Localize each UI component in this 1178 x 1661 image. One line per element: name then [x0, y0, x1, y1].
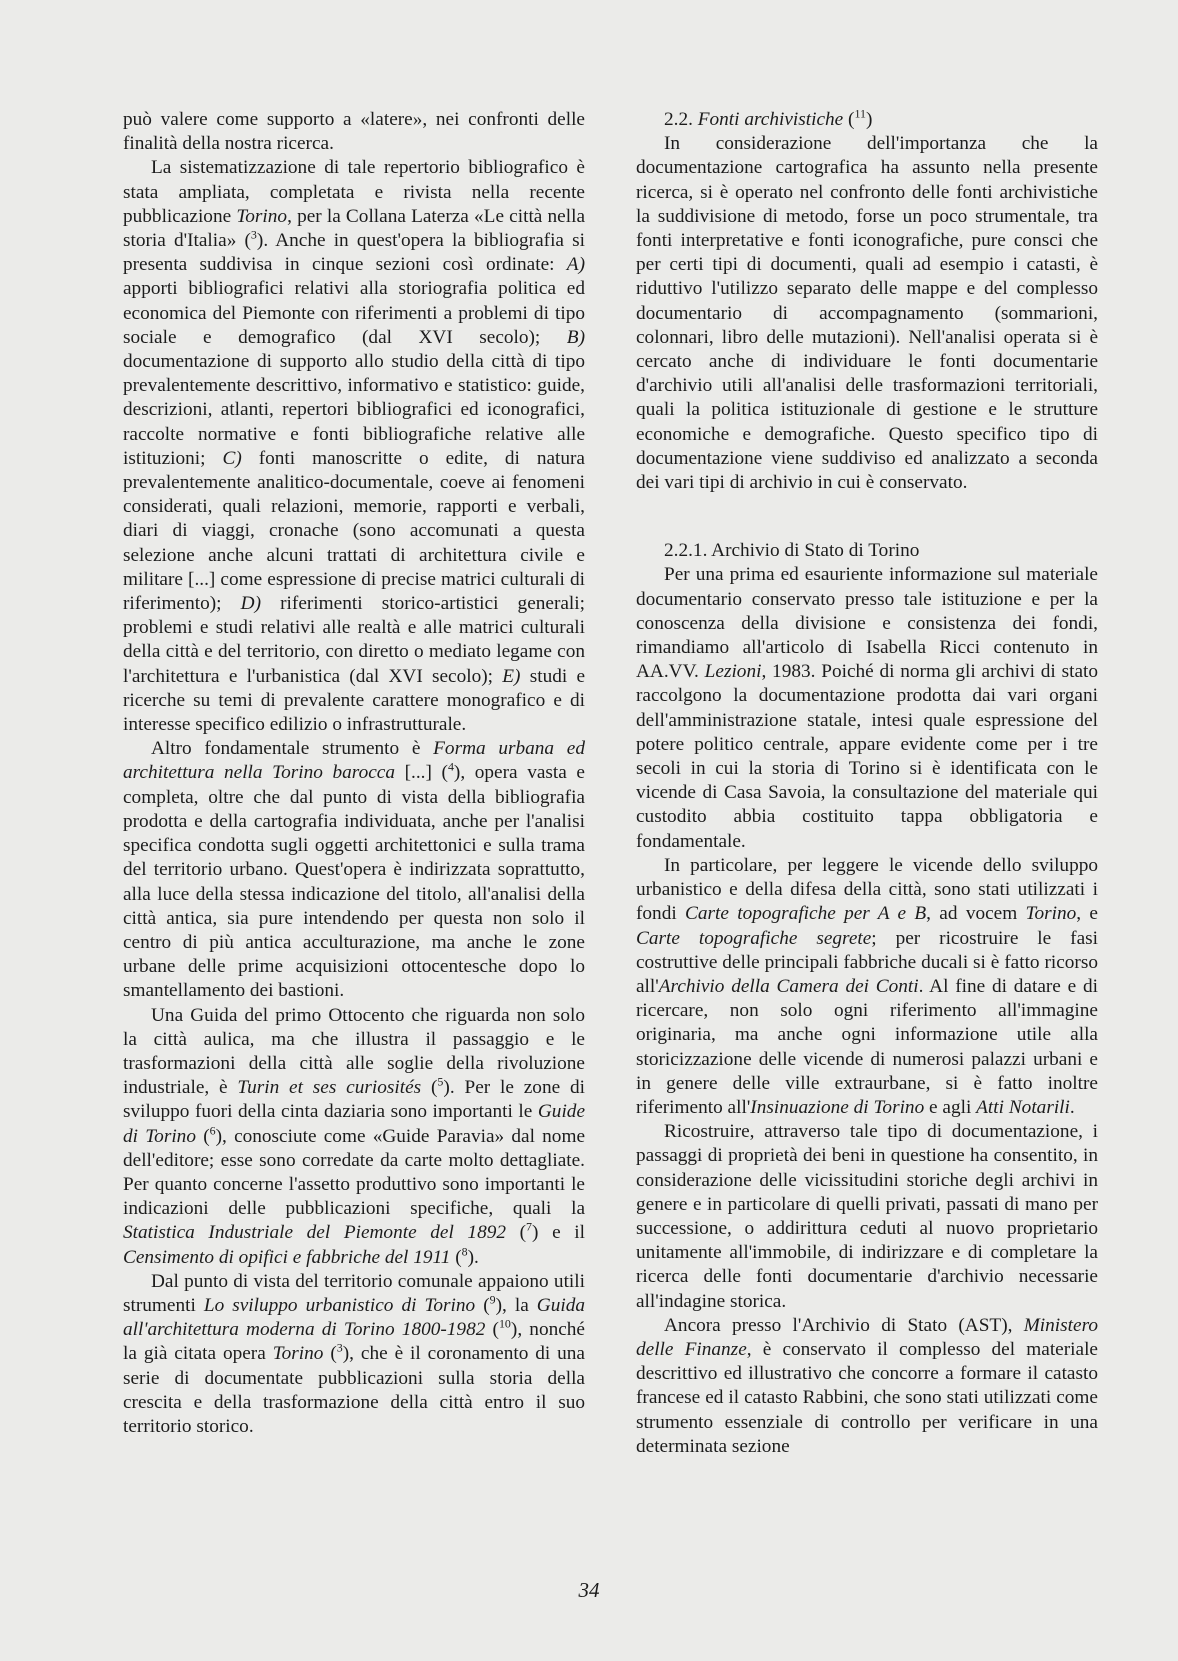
- italic-title: Turin et ses curiosités: [237, 1077, 422, 1099]
- paragraph-forma-urbana: Altro fondamentale strumento è Forma urbana ed architettura nella Torino barocca [...] ($^4$), opera vasta e completa, oltre che dal punto di vista della bibliografia prodotta e della cartografia individuata, anche per l'analisi specifica condotta sugli oggetti architettonici e sulla trama del territorio urbano. Quest'opera è indirizzata soprattutto, alla luce della stessa indicazione del titolo, all'analisi della città antica, sia pure intendendo per questa non solo il centro di più antica acculturazione, ma anche le zone urbane delle prime acquisizioni ottocentesche dopo lo smantellamento dei bastioni.: [123, 738, 585, 1002]
- paragraph-fondi: In particolare, per leggere le vicende dello sviluppo urbanistico e della difesa della città, sono stati utilizzati i fondi Carte topografiche per A e B, ad vocem Torino, e Carte topografiche segrete; per ricostruire le fasi costruttive delle principali fabbriche ducali si è fatto ricorso all'Archivio della Camera dei Conti. Al fine di datare e di ricercare, non solo ogni riferimento all'immagine originaria, ma anche ogni informazione utile alla storicizzazione delle vicende di numerosi palazzi urbani e in genere delle ville extraurbane, si è fatto inoltre riferimento all'Insinuazione di Torino e agli Atti Notarili.: [636, 854, 1099, 1118]
- footnote-ref: 9: [489, 1292, 496, 1307]
- footnote-ref: 3: [336, 1340, 343, 1355]
- footnote-ref: 8: [461, 1244, 468, 1259]
- paragraph-intro: può valere come supporto a «latere», nei confronti delle finalità della nostra ricerca.: [123, 109, 585, 155]
- italic-title: Carte topografiche per A e B: [685, 903, 927, 925]
- italic-title: Lo sviluppo urbanistico di Torino: [203, 1294, 476, 1316]
- page-number: 34: [578, 1578, 600, 1602]
- footnote-ref: 11: [854, 106, 866, 121]
- italic-title: Insinuazione di Torino: [750, 1096, 925, 1118]
- footnote-ref: 6: [209, 1123, 216, 1138]
- italic-title: Torino: [272, 1343, 324, 1365]
- right-column: [636, 108, 1098, 1459]
- section-heading-2-2-1: 2.2.1. Archivio di Stato di Torino: [664, 540, 920, 562]
- italic-title: Atti Notarili: [976, 1096, 1070, 1118]
- italic-title: Lezioni: [704, 661, 762, 683]
- paragraph-archivio-stato: Per una prima ed esauriente informazione sul materiale documentario conservato presso tale istituzione e per la conoscenza della divisione e consistenza dei fondi, rimandiamo all'articolo di Isabella Ricci contenuto in AA.VV. Lezioni, 1983. Poiché di norma gli archivi di stato raccolgono la documentazione prodotta dai vari organi dell'amministrazione statale, intesi quale espressione del potere politico centrale, appare evidente come per i tre secoli in cui la storia di Torino si è identificata con le vicende di Casa Savoia, la consultazione del materiale qui custodito abbia costituito tappa obbligatoria e fondamentale.: [636, 564, 1098, 852]
- italic-title: Guida all'architettura moderna di Torino 1800-1982: [123, 1294, 585, 1341]
- footnote-ref: 5: [437, 1074, 444, 1089]
- paragraph-territory: Dal punto di vista del territorio comunale appaiono utili strumenti Lo sviluppo urbanistico di Torino ($^9$), la Guida all'architettura moderna di Torino 1800-1982 ($^{10}$), nonché la già citata opera Torino ($^3$), che è il coronamento di una serie di documentate pubblicazioni sulla storia della crescita e della trasformazione della città entro il suo territorio storico.: [123, 1270, 585, 1437]
- italic-title: Archivio della Camera dei Conti: [658, 975, 919, 997]
- italic-title: Carte topografiche segrete: [636, 927, 872, 949]
- italic-title: Forma urbana ed architettura nella Torino barocca: [123, 738, 585, 784]
- section-heading-2-2: 2.2. Fonti archivistiche ($^{11}$): [664, 106, 873, 130]
- italic-title: Guide di Torino: [123, 1101, 585, 1147]
- footnote-ref: 10: [498, 1316, 511, 1331]
- italic-title: Statistica Industriale del Piemonte del 1892: [123, 1222, 506, 1244]
- footnote-ref: 4: [447, 760, 454, 775]
- italic-title: Torino: [236, 205, 288, 227]
- left-column: [123, 108, 585, 1439]
- footnote-ref: 7: [526, 1219, 533, 1234]
- italic-title: Ministero delle Finanze: [636, 1314, 1098, 1360]
- footnote-ref: 3: [250, 227, 257, 242]
- italic-title: Censimento di opifici e fabbriche del 1911: [123, 1246, 451, 1268]
- paragraph-guides: Una Guida del primo Ottocento che riguarda non solo la città aulica, ma che illustra il passaggio e le trasformazioni della città alle soglie della rivoluzione industriale, è Turin et ses curiosités ($^5$). Per le zone di sviluppo fuori della cinta daziaria sono importanti le Guide di Torino ($^6$), conosciute come «Guide Paravia» dal nome dell'editore; esse sono corredate da carte molto dettagliate. Per quanto concerne l'assetto produttivo sono importanti le indicazioni delle pubblicazioni specifiche, quali la Statistica Industriale del Piemonte del 1892 ($^7$) e il Censimento di opifici e fabbriche del 1911 ($^8$).: [123, 1004, 586, 1268]
- paragraph-archival-method: In considerazione dell'importanza che la documentazione cartografica ha assunto nella presente ricerca, si è operato nel confronto delle fonti archivistiche la suddivisione di metodo, forse un poco strumentale, tra fonti interpretative e fonti iconografiche, pure consci che per certi tipi di documenti, quali ad esempio i catasti, è riduttivo l'utilizzo separato delle mappe e del complesso documentario di accompagnamento (sommarioni, colonnari, libro delle mutazioni). Nell'analisi operata si è cercato anche di individuare le fonti documentarie d'archivio utili all'analisi delle trasformazioni territoriali, quali la politica istituzionale di gestione e le strutture economiche e demografiche. Questo specifico tipo di documentazione viene suddiviso ed analizzato a seconda dei vari tipi di archivio in cui è conservato.: [636, 133, 1098, 494]
- italic-title: Torino: [1025, 903, 1077, 925]
- paragraph-proprieta: Ricostruire, attraverso tale tipo di documentazione, i passaggi di proprietà dei beni in questione ha consentito, in considerazione delle vicissitudini storiche degli archivi in genere e in particolare di quelli privati, passati di mano per successione, o addirittura ceduti al nuovo proprietario unitamente all'immobile, di indirizzare e di completare la ricerca delle fonti documentarie d'archivio necessarie all'indagine storica.: [636, 1121, 1098, 1312]
- paragraph-bibliography-sections: La sistematizzazione di tale repertorio bibliografico è stata ampliata, completata e rivista nella recente pubblicazione Torino, per la Collana Laterza «Le città nella storia d'Italia» ($^3$). Anche in quest'opera la bibliografia si presenta suddivisa in cinque sezioni così ordinate: A) apporti bibliografici relativi alla storiografia politica ed economica del Piemonte con riferimenti a problemi di tipo sociale e demografico (dal XVI secolo); B) documentazione di supporto allo studio della città di tipo prevalentemente descrittivo, informativo e statistico: guide, descrizioni, atlanti, repertori bibliografici ed iconografici, raccolte normative e fonti bibliografiche relative alle istituzioni; C) fonti manoscritte o edite, di natura prevalentemente analitico-documentale, coeve ai fenomeni considerati, quali relazioni, memorie, rapporti e verbali, diari di viaggi, cronache (sono accomunati a questa selezione anche alcuni trattati di architettura civile e militare [...] come espressione di precise matrici culturali di riferimento); D) riferimenti storico-artistici generali; problemi e studi relativi alle realtà e alle matrici culturali della città e del territorio, con diretto o mediato legame con l'architettura e l'urbanistica (dal XVI secolo); E) studi e ricerche su temi di prevalente carattere monografico e di interesse specifico edilizio o infrastrutturale.: [123, 157, 586, 736]
- paragraph-catasto: Ancora presso l'Archivio di Stato (AST), Ministero delle Finanze, è conservato il complesso del materiale descrittivo ed illustrativo che concorre a formare il catasto francese ed il catasto Rabbini, che sono stati utilizzati come strumento essenziale di controllo per verificare in una determinata sezione: [636, 1314, 1098, 1457]
